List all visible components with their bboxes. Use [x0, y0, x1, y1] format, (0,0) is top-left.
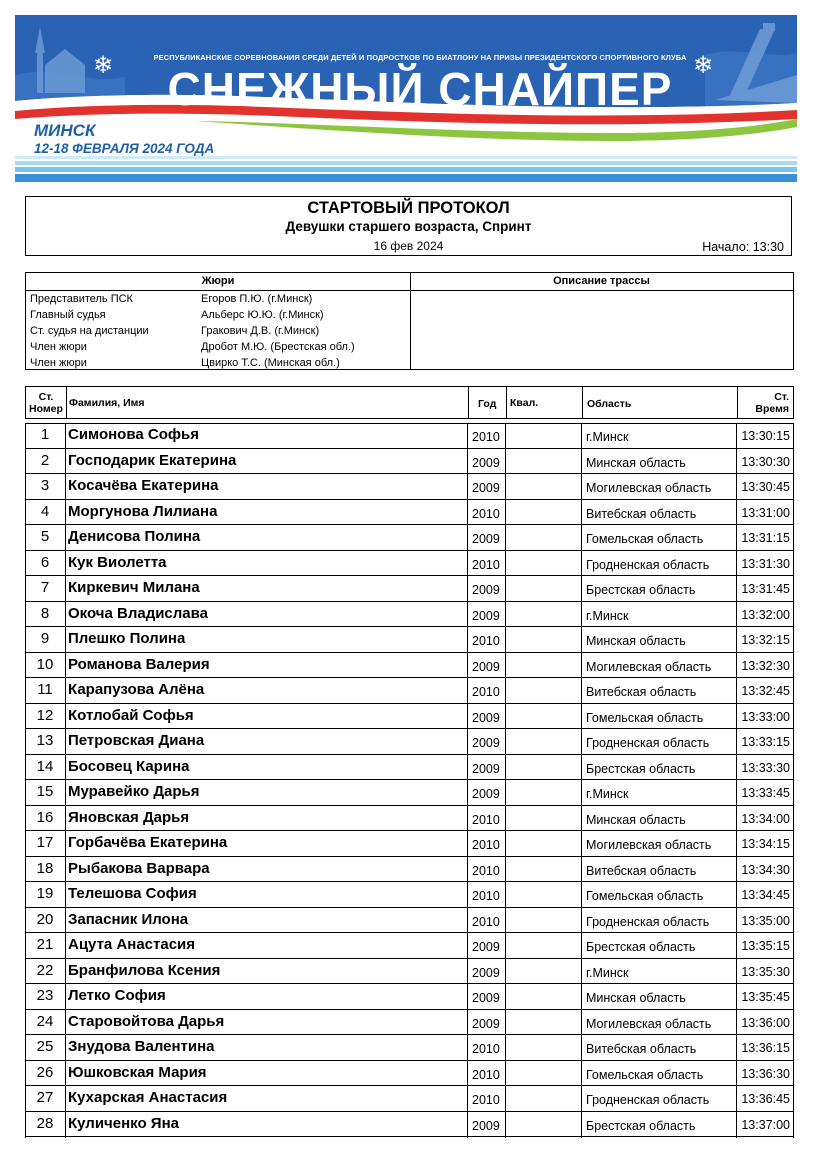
snowflake-icon: ❄: [93, 51, 114, 79]
start-time-cell: 13:31:30: [741, 556, 790, 571]
region: Витебская область: [586, 506, 697, 521]
birth-year: 2010: [472, 812, 500, 827]
birth-year: 2009: [472, 455, 500, 470]
athlete-name: Знудова Валентина: [68, 1038, 215, 1055]
region: г.Минск: [586, 608, 629, 623]
event-dates: 12-18 ФЕВРАЛЯ 2024 ГОДА: [34, 141, 215, 156]
athlete-name: Симонова Софья: [68, 426, 199, 443]
jury-person: Цвирко Т.С. (Минская обл.): [201, 357, 340, 369]
start-number: 24: [36, 1012, 54, 1030]
start-number: 11: [37, 681, 53, 698]
athlete-name: Кухарская Анастасия: [68, 1089, 228, 1106]
region: Витебская область: [586, 1042, 697, 1056]
race-date: 16 фев 2024: [373, 239, 444, 253]
region: Брестская область: [586, 1118, 696, 1133]
jury-role: Главный судья: [30, 309, 106, 321]
start-number: 25: [36, 1038, 54, 1055]
start-time-cell: 13:33:00: [741, 709, 790, 724]
column-number-line1: Ст.: [38, 391, 54, 403]
start-time-cell: 13:34:00: [741, 811, 790, 826]
banner-subtitle: РЕСПУБЛИКАНСКИЕ СОРЕВНОВАНИЯ СРЕДИ ДЕТЕЙ И ПОДРОСТКОВ ПО БИАТЛОНУ НА ПРИЗЫ ПРЕЗИДЕНТСКОГО СПОРТИВНОГО КЛУБА: [153, 53, 687, 62]
start-time-cell: 13:36:15: [741, 1041, 790, 1055]
track-description-heading: Описание трассы: [410, 273, 793, 291]
jury-person: Дробот М.Ю. (Брестская обл.): [201, 341, 355, 353]
table-row: [25, 602, 794, 628]
start-number: 28: [36, 1114, 54, 1132]
birth-year: 2009: [472, 710, 500, 725]
region: Брестская область: [586, 761, 696, 776]
athlete-name: Карапузова Алёна: [68, 681, 205, 698]
birth-year: 2010: [472, 1067, 500, 1082]
table-row: [25, 857, 794, 883]
athlete-name: Ацута Анастасия: [68, 936, 196, 953]
region: г.Минск: [586, 965, 629, 980]
banner-title: СНЕЖНЫЙ СНАЙПЕР: [167, 63, 673, 115]
table-row: [25, 1112, 794, 1138]
jury-table: [25, 272, 794, 370]
birth-year: 2010: [472, 634, 500, 648]
birth-year: 2009: [472, 481, 500, 495]
start-time-cell: 13:33:45: [741, 786, 790, 800]
table-row: [25, 755, 794, 781]
birth-year: 2010: [472, 506, 500, 521]
table-row: [25, 831, 794, 857]
birth-year: 2009: [472, 1118, 500, 1133]
jury-role: Ст. судья на дистанции: [30, 325, 149, 337]
table-row: [25, 1061, 794, 1087]
birth-year: 2010: [472, 557, 500, 572]
start-time-cell: 13:36:00: [741, 1015, 790, 1030]
athlete-name: Телешова София: [68, 885, 197, 902]
race-category: Девушки старшего возраста, Спринт: [285, 219, 532, 234]
start-time-cell: 13:35:30: [741, 964, 790, 979]
start-number: 12: [36, 706, 54, 724]
region: Минская область: [586, 634, 686, 648]
athlete-name: Летко София: [68, 987, 166, 1004]
region: Гомельская область: [586, 889, 704, 903]
start-time-cell: 13:33:15: [741, 735, 790, 749]
start-number: 9: [40, 630, 50, 647]
start-time-cell: 13:30:15: [741, 429, 790, 443]
table-row: [25, 1035, 794, 1061]
birth-year: 2010: [472, 1042, 500, 1056]
athlete-name: Окоча Владислава: [68, 604, 209, 622]
region: Могилевская область: [586, 1016, 712, 1031]
region: Гродненская область: [586, 1093, 710, 1107]
region: г.Минск: [586, 787, 629, 801]
region: Могилевская область: [586, 838, 712, 852]
birth-year: 2009: [472, 940, 500, 954]
start-number: 14: [36, 757, 54, 775]
table-row: [25, 1010, 794, 1036]
start-number: 21: [36, 936, 54, 953]
birth-year: 2009: [472, 1016, 500, 1031]
column-name: Фамилия, Имя: [69, 397, 145, 409]
athlete-name: Босовец Карина: [68, 757, 190, 775]
column-time-line1: Ст.: [774, 391, 789, 403]
start-time-cell: 13:35:00: [741, 913, 790, 928]
birth-year: 2010: [472, 430, 500, 444]
athlete-name: Куличенко Яна: [68, 1114, 179, 1132]
start-number: 22: [36, 961, 54, 979]
table-row: [25, 959, 794, 985]
table-row: [25, 806, 794, 832]
start-time-cell: 13:37:00: [741, 1117, 790, 1132]
start-time-cell: 13:35:45: [741, 990, 790, 1004]
start-time-cell: 13:35:15: [741, 939, 790, 953]
start-number: 10: [36, 655, 54, 673]
birth-year: 2009: [472, 787, 500, 801]
athlete-name: Запасник Илона: [68, 910, 189, 928]
start-time-cell: 13:33:30: [741, 760, 790, 775]
birth-year: 2010: [472, 685, 500, 699]
table-row: [25, 882, 794, 908]
athlete-name: Кук Виолетта: [68, 553, 167, 571]
start-number: 8: [40, 604, 50, 622]
column-number: [26, 391, 66, 422]
table-row: [25, 984, 794, 1010]
region: Могилевская область: [586, 659, 712, 674]
region: г.Минск: [586, 430, 629, 444]
start-time-cell: 13:32:45: [741, 684, 790, 698]
start-number: 17: [36, 834, 54, 851]
athlete-name: Муравейко Дарья: [68, 783, 200, 800]
start-time-cell: 13:32:00: [741, 607, 790, 622]
birth-year: 2010: [472, 1093, 500, 1107]
table-row: [25, 576, 794, 602]
birth-year: 2009: [472, 659, 500, 674]
athlete-name: Петровская Диана: [68, 732, 205, 749]
region: Могилевская область: [586, 481, 712, 495]
start-time-cell: 13:36:45: [741, 1092, 790, 1106]
start-time-cell: 13:31:15: [741, 531, 790, 545]
table-row: [25, 933, 794, 959]
table-row: [25, 551, 794, 577]
event-banner: [15, 15, 797, 190]
start-time-cell: 13:34:15: [741, 837, 790, 851]
region: Витебская область: [586, 685, 697, 699]
start-number: 1: [40, 426, 50, 443]
jury-role: Член жюри: [30, 357, 87, 369]
start-number: 27: [36, 1089, 54, 1106]
start-time-cell: 13:34:30: [741, 862, 790, 877]
athlete-name: Юшковская Мария: [68, 1063, 207, 1081]
protocol-title: СТАРТОВЫЙ ПРОТОКОЛ: [307, 199, 510, 217]
athlete-name: Романова Валерия: [68, 655, 210, 673]
start-time-cell: 13:30:30: [741, 454, 790, 469]
start-list-header: [25, 386, 794, 419]
athlete-name: Косачёва Екатерина: [68, 477, 219, 494]
start-number: 2: [40, 451, 50, 469]
start-number: 4: [40, 502, 50, 520]
start-number: 3: [40, 477, 50, 494]
snowflake-icon: ❄: [693, 51, 714, 79]
start-number: 7: [40, 579, 50, 596]
table-row: [25, 780, 794, 806]
athlete-name: Денисова Полина: [68, 528, 201, 545]
start-number: 18: [36, 859, 54, 877]
region: Брестская область: [586, 940, 696, 954]
start-time-cell: 13:32:15: [741, 633, 790, 647]
table-row: [25, 423, 794, 449]
birth-year: 2009: [472, 991, 500, 1005]
jury-role: Представитель ПСК: [30, 293, 133, 305]
birth-year: 2009: [472, 761, 500, 776]
athlete-name: Старовойтова Дарья: [68, 1012, 225, 1030]
table-row: [25, 1086, 794, 1112]
athlete-name: Яновская Дарья: [68, 808, 190, 826]
table-row: [25, 500, 794, 526]
table-row: [25, 729, 794, 755]
athlete-name: Бранфилова Ксения: [68, 961, 221, 979]
region: Брестская область: [586, 583, 696, 597]
column-year: Год: [478, 398, 497, 410]
table-row: [25, 704, 794, 730]
start-time-cell: 13:30:45: [741, 480, 790, 494]
region: Минская область: [586, 991, 686, 1005]
region: Минская область: [586, 455, 686, 470]
start-number: 5: [40, 528, 50, 545]
region: Гомельская область: [586, 1067, 704, 1082]
birth-year: 2010: [472, 863, 500, 878]
start-time-cell: 13:32:30: [741, 658, 790, 673]
column-number-line2: Номер: [29, 403, 63, 415]
athlete-name: Плешко Полина: [68, 630, 186, 647]
region: Гродненская область: [586, 557, 710, 572]
birth-year: 2010: [472, 914, 500, 929]
jury-person: Егоров П.Ю. (г.Минск): [201, 293, 313, 305]
start-time-cell: 13:31:45: [741, 582, 790, 596]
jury-role: Член жюри: [30, 341, 87, 353]
birth-year: 2010: [472, 889, 500, 903]
birth-year: 2009: [472, 532, 500, 546]
region: Гомельская область: [586, 532, 704, 546]
table-row: [25, 474, 794, 500]
table-row: [25, 627, 794, 653]
athlete-name: Горбачёва Екатерина: [68, 834, 228, 851]
start-number: 13: [36, 732, 54, 749]
birth-year: 2009: [472, 583, 500, 597]
athlete-name: Киркевич Милана: [68, 579, 200, 596]
start-time: Начало: 13:30: [702, 240, 784, 254]
table-row: [25, 525, 794, 551]
start-time-cell: 13:36:30: [741, 1066, 790, 1081]
column-qualification: Квал.: [510, 397, 539, 409]
birth-year: 2009: [472, 608, 500, 623]
column-time-line2: Время: [755, 403, 789, 415]
athlete-name: Рыбакова Варвара: [68, 859, 210, 877]
start-time-cell: 13:34:45: [741, 888, 790, 902]
birth-year: 2010: [472, 838, 500, 852]
start-number: 6: [40, 553, 50, 571]
region: Минская область: [586, 812, 686, 827]
birth-year: 2009: [472, 965, 500, 980]
region: Витебская область: [586, 863, 697, 878]
table-row: [25, 908, 794, 934]
start-number: 26: [36, 1063, 54, 1081]
event-city: МИНСК: [34, 121, 96, 140]
region: Гродненская область: [586, 736, 710, 750]
start-number: 20: [36, 910, 54, 928]
athlete-name: Господарик Екатерина: [68, 451, 237, 469]
table-row: [25, 678, 794, 704]
jury-person: Гракович Д.В. (г.Минск): [201, 325, 320, 337]
start-list: [25, 423, 794, 1138]
region: Гомельская область: [586, 710, 704, 725]
jury-heading: Жюри: [26, 273, 410, 291]
table-row: [25, 449, 794, 475]
birth-year: 2009: [472, 736, 500, 750]
start-number: 23: [36, 987, 54, 1004]
table-row: [25, 653, 794, 679]
start-number: 16: [36, 808, 54, 826]
jury-section: [26, 273, 411, 369]
column-start-time: [755, 391, 789, 422]
start-number: 15: [36, 783, 54, 800]
start-number: 19: [36, 885, 54, 902]
region: Гродненская область: [586, 914, 710, 929]
protocol-header: [25, 196, 792, 256]
column-region: Область: [587, 398, 632, 410]
start-time-cell: 13:31:00: [741, 505, 790, 520]
athlete-name: Моргунова Лилиана: [68, 502, 218, 520]
jury-person: Альберс Ю.Ю. (г.Минск): [201, 309, 324, 321]
athlete-name: Котлобай Софья: [68, 706, 194, 724]
